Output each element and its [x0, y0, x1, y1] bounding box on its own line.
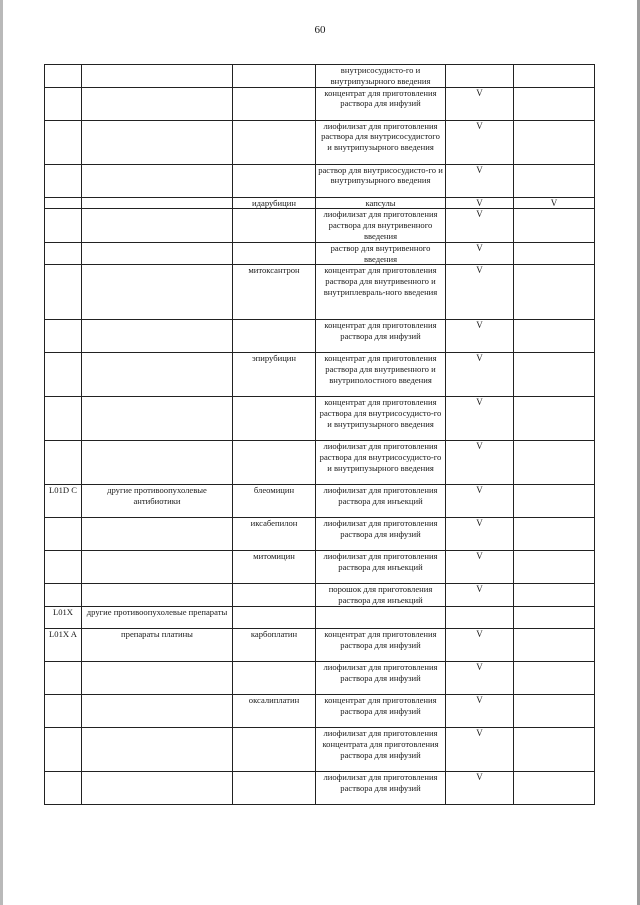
- atc-group-cell: [82, 441, 233, 485]
- mark-column-1-cell: V: [446, 584, 514, 607]
- drug-name-cell: карбоплатин: [233, 628, 316, 661]
- drug-name-cell: [233, 584, 316, 607]
- atc-group-cell: [82, 661, 233, 694]
- dosage-form-cell: концентрат для приготовления раствора для инфузий: [316, 628, 446, 661]
- table-row: [45, 518, 595, 551]
- mark-column-1-cell: [446, 606, 514, 628]
- drug-name-cell: [233, 87, 316, 120]
- atc-group-cell: [82, 551, 233, 584]
- drug-name-cell: идарубицин: [233, 197, 316, 209]
- table-row: [45, 353, 595, 397]
- drug-name-cell: иксабепилон: [233, 518, 316, 551]
- atc-group-cell: препараты платины: [82, 628, 233, 661]
- atc-code-cell: [45, 242, 82, 265]
- table-row: [45, 197, 595, 209]
- atc-group-cell: [82, 518, 233, 551]
- dosage-form-cell: капсулы: [316, 197, 446, 209]
- dosage-form-cell: лиофилизат для приготовления раствора для внутривенного введения: [316, 209, 446, 242]
- dosage-form-cell: концентрат для приготовления раствора для инфузий: [316, 694, 446, 727]
- mark-column-1-cell: V: [446, 87, 514, 120]
- atc-code-cell: [45, 320, 82, 353]
- drug-name-cell: [233, 242, 316, 265]
- dosage-form-cell: внутрисосудисто-го и внутрипузырного введения: [316, 65, 446, 88]
- atc-group-cell: [82, 727, 233, 771]
- mark-column-1-cell: V: [446, 628, 514, 661]
- dosage-form-cell: лиофилизат для приготовления раствора для инфузий: [316, 661, 446, 694]
- mark-column-2-cell: [514, 584, 595, 607]
- atc-code-cell: [45, 197, 82, 209]
- atc-group-cell: [82, 771, 233, 804]
- mark-column-1-cell: V: [446, 265, 514, 320]
- dosage-form-cell: концентрат для приготовления раствора для внутрисосудисто-го и внутрипузырного введения: [316, 397, 446, 441]
- atc-code-cell: [45, 727, 82, 771]
- atc-code-cell: [45, 584, 82, 607]
- drug-name-cell: [233, 164, 316, 197]
- mark-column-1-cell: V: [446, 551, 514, 584]
- mark-column-1-cell: V: [446, 353, 514, 397]
- dosage-form-cell: раствор для внутривенного введения: [316, 242, 446, 265]
- atc-code-cell: [45, 164, 82, 197]
- drug-name-cell: [233, 661, 316, 694]
- table-row: [45, 164, 595, 197]
- dosage-form-cell: лиофилизат для приготовления раствора для внутрисосудистого и внутрипузырного введения: [316, 120, 446, 164]
- table-row: [45, 628, 595, 661]
- mark-column-1-cell: [446, 65, 514, 88]
- scan-edge-left: [0, 0, 3, 905]
- atc-group-cell: [82, 87, 233, 120]
- atc-code-cell: [45, 87, 82, 120]
- mark-column-2-cell: [514, 628, 595, 661]
- atc-group-cell: [82, 242, 233, 265]
- table-row: [45, 551, 595, 584]
- mark-column-2-cell: [514, 727, 595, 771]
- drug-table: [44, 64, 595, 805]
- dosage-form-cell: раствор для внутрисосудисто-го и внутрипузырного введения: [316, 164, 446, 197]
- mark-column-2-cell: [514, 397, 595, 441]
- atc-code-cell: [45, 397, 82, 441]
- mark-column-2-cell: [514, 164, 595, 197]
- mark-column-1-cell: V: [446, 441, 514, 485]
- atc-group-cell: [82, 65, 233, 88]
- mark-column-2-cell: [514, 518, 595, 551]
- atc-code-cell: [45, 771, 82, 804]
- mark-column-2-cell: [514, 661, 595, 694]
- drug-name-cell: [233, 120, 316, 164]
- atc-code-cell: [45, 551, 82, 584]
- mark-column-1-cell: V: [446, 320, 514, 353]
- table-row: [45, 441, 595, 485]
- table-row: [45, 727, 595, 771]
- table-row: [45, 209, 595, 242]
- mark-column-1-cell: V: [446, 209, 514, 242]
- mark-column-1-cell: V: [446, 485, 514, 518]
- table-row: [45, 661, 595, 694]
- table-row: [45, 584, 595, 607]
- dosage-form-cell: порошок для приготовления раствора для инъекций: [316, 584, 446, 607]
- drug-name-cell: [233, 727, 316, 771]
- dosage-form-cell: концентрат для приготовления раствора для внутривенного и внутриполостного введения: [316, 353, 446, 397]
- atc-code-cell: L01D C: [45, 485, 82, 518]
- table-body: [45, 65, 595, 805]
- table-row: [45, 485, 595, 518]
- mark-column-2-cell: [514, 242, 595, 265]
- mark-column-2-cell: [514, 551, 595, 584]
- atc-code-cell: [45, 441, 82, 485]
- table-row: [45, 242, 595, 265]
- atc-code-cell: [45, 209, 82, 242]
- atc-code-cell: [45, 65, 82, 88]
- mark-column-1-cell: V: [446, 661, 514, 694]
- atc-group-cell: другие противоопухолевые антибиотики: [82, 485, 233, 518]
- atc-group-cell: [82, 397, 233, 441]
- mark-column-2-cell: [514, 485, 595, 518]
- table-row: [45, 397, 595, 441]
- atc-code-cell: [45, 694, 82, 727]
- table-row: [45, 87, 595, 120]
- drug-name-cell: [233, 771, 316, 804]
- mark-column-2-cell: [514, 265, 595, 320]
- dosage-form-cell: [316, 606, 446, 628]
- dosage-form-cell: концентрат для приготовления раствора для инфузий: [316, 320, 446, 353]
- drug-name-cell: блеомицин: [233, 485, 316, 518]
- drug-name-cell: [233, 441, 316, 485]
- mark-column-1-cell: V: [446, 164, 514, 197]
- mark-column-2-cell: [514, 771, 595, 804]
- dosage-form-cell: концентрат для приготовления раствора для инфузий: [316, 87, 446, 120]
- mark-column-2-cell: [514, 320, 595, 353]
- drug-name-cell: митомицин: [233, 551, 316, 584]
- table-row: [45, 606, 595, 628]
- mark-column-2-cell: [514, 441, 595, 485]
- mark-column-1-cell: V: [446, 518, 514, 551]
- page-number: 60: [314, 24, 326, 36]
- drug-name-cell: [233, 65, 316, 88]
- mark-column-1-cell: V: [446, 397, 514, 441]
- dosage-form-cell: лиофилизат для приготовления раствора для инъекций: [316, 551, 446, 584]
- atc-code-cell: [45, 353, 82, 397]
- atc-group-cell: [82, 353, 233, 397]
- dosage-form-cell: концентрат для приготовления раствора для внутривенного и внутриплевраль-ного введения: [316, 265, 446, 320]
- dosage-form-cell: лиофилизат для приготовления раствора для инфузий: [316, 518, 446, 551]
- drug-name-cell: оксалиплатин: [233, 694, 316, 727]
- drug-name-cell: эпирубицин: [233, 353, 316, 397]
- drug-name-cell: [233, 320, 316, 353]
- atc-group-cell: [82, 164, 233, 197]
- drug-name-cell: [233, 397, 316, 441]
- mark-column-2-cell: [514, 65, 595, 88]
- atc-group-cell: [82, 584, 233, 607]
- table-row: [45, 320, 595, 353]
- atc-code-cell: L01X A: [45, 628, 82, 661]
- atc-code-cell: [45, 661, 82, 694]
- atc-group-cell: [82, 120, 233, 164]
- mark-column-2-cell: [514, 209, 595, 242]
- mark-column-1-cell: V: [446, 694, 514, 727]
- mark-column-1-cell: V: [446, 197, 514, 209]
- drug-name-cell: [233, 209, 316, 242]
- atc-code-cell: [45, 120, 82, 164]
- mark-column-1-cell: V: [446, 242, 514, 265]
- mark-column-2-cell: [514, 120, 595, 164]
- table-row: [45, 694, 595, 727]
- atc-group-cell: [82, 209, 233, 242]
- dosage-form-cell: лиофилизат для приготовления концентрата для приготовления раствора для инфузий: [316, 727, 446, 771]
- dosage-form-cell: лиофилизат для приготовления раствора для инфузий: [316, 771, 446, 804]
- table-row: [45, 265, 595, 320]
- atc-group-cell: [82, 320, 233, 353]
- table-row: [45, 120, 595, 164]
- dosage-form-cell: лиофилизат для приготовления раствора для инъекций: [316, 485, 446, 518]
- table-row: [45, 65, 595, 88]
- drug-name-cell: [233, 606, 316, 628]
- mark-column-1-cell: V: [446, 120, 514, 164]
- atc-code-cell: L01X: [45, 606, 82, 628]
- mark-column-2-cell: [514, 694, 595, 727]
- mark-column-2-cell: [514, 353, 595, 397]
- table-row: [45, 771, 595, 804]
- mark-column-2-cell: [514, 606, 595, 628]
- mark-column-2-cell: V: [514, 197, 595, 209]
- atc-code-cell: [45, 265, 82, 320]
- atc-group-cell: [82, 694, 233, 727]
- dosage-form-cell: лиофилизат для приготовления раствора для внутрисосудисто-го и внутрипузырного введения: [316, 441, 446, 485]
- mark-column-1-cell: V: [446, 727, 514, 771]
- atc-code-cell: [45, 518, 82, 551]
- atc-group-cell: [82, 265, 233, 320]
- mark-column-2-cell: [514, 87, 595, 120]
- mark-column-1-cell: V: [446, 771, 514, 804]
- atc-group-cell: другие противоопухолевые препараты: [82, 606, 233, 628]
- atc-group-cell: [82, 197, 233, 209]
- drug-name-cell: митоксантрон: [233, 265, 316, 320]
